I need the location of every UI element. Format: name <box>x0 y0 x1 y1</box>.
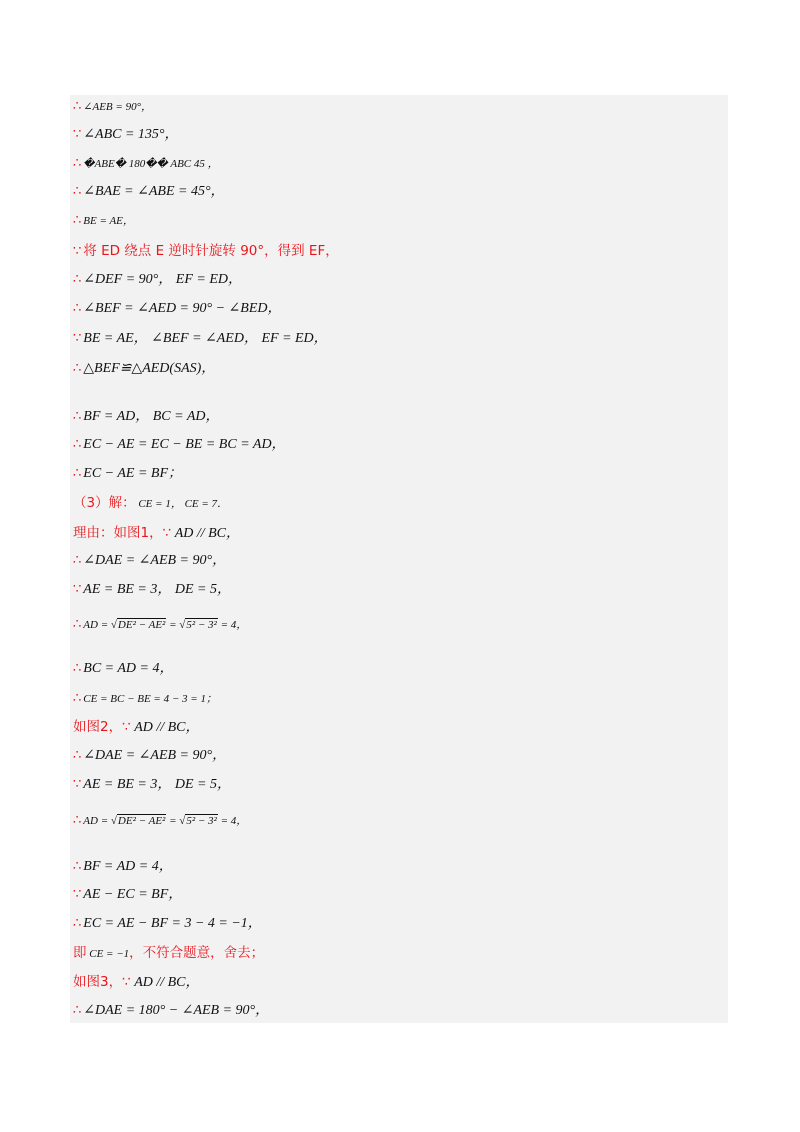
math-expression: AE = BE = 3， DE = 5， <box>83 582 231 597</box>
math-expression: EC = AE − BF = 3 − 4 = −1， <box>83 916 262 931</box>
solution-line <box>73 688 217 710</box>
therefore-because-symbol: ∵ <box>73 582 82 597</box>
step-text: 如图2，∵ <box>73 719 131 735</box>
math-expression: ∠AEB = 90°， <box>83 101 152 113</box>
math-expression: = <box>166 619 180 631</box>
therefore-because-symbol: ∵ <box>73 244 82 259</box>
therefore-because-symbol: ∴ <box>73 617 82 632</box>
math-expression: AE = BE = 3， DE = 5， <box>83 777 231 792</box>
therefore-because-symbol: ∴ <box>73 301 82 316</box>
math-expression: EC − AE = BF； <box>83 466 183 481</box>
math-expression: = <box>166 815 180 827</box>
math-expression: ∠BAE = ∠ABE = 45°， <box>83 184 225 199</box>
math-expression: △BEF≌△AED(SAS)， <box>83 361 216 376</box>
therefore-because-symbol: ∴ <box>73 409 82 424</box>
math-expression: ∠BEF = ∠AED = 90° − ∠BED， <box>83 301 282 316</box>
solution-line <box>73 856 173 878</box>
solution-line <box>73 240 339 262</box>
solution-line <box>73 658 173 680</box>
solution-line <box>73 269 242 291</box>
therefore-because-symbol: ∴ <box>73 184 82 199</box>
therefore-because-symbol: ∵ <box>73 777 82 792</box>
therefore-because-symbol: ∵ <box>73 887 82 902</box>
step-text: 理由：如图1，∵ <box>73 525 172 541</box>
solution-line <box>73 579 231 601</box>
therefore-because-symbol: ∴ <box>73 691 82 706</box>
math-expression: �ABE� 180�� ABC 45 ， <box>83 158 219 170</box>
sqrt-icon: √ <box>179 619 186 631</box>
step-text: （3）解： <box>73 495 136 511</box>
math-expression: BF = AD = 4， <box>83 859 173 874</box>
math-expression: BC = AD = 4， <box>83 661 174 676</box>
math-expression: AD = <box>83 619 111 631</box>
step-text: ，不符合题意，舍去； <box>129 945 265 961</box>
radicand: 5² − 3² <box>186 619 217 631</box>
step-text: 即 <box>73 945 87 961</box>
solution-line <box>73 942 264 964</box>
therefore-because-symbol: ∴ <box>73 213 82 228</box>
therefore-because-symbol: ∴ <box>73 272 82 287</box>
solution-line <box>73 745 226 767</box>
solution-line <box>73 492 228 514</box>
math-expression: BE = AE， ∠BEF = ∠AED， EF = ED， <box>83 331 328 346</box>
math-expression: ∠DAE = ∠AEB = 90°， <box>83 553 227 568</box>
math-expression: AD // BC， <box>130 720 200 735</box>
solution-line <box>73 96 152 118</box>
therefore-because-symbol: ∴ <box>73 466 82 481</box>
solution-line <box>73 884 182 906</box>
math-expression: AE − EC = BF， <box>83 887 183 902</box>
solution-line <box>73 913 262 935</box>
solution-line <box>73 298 282 320</box>
therefore-because-symbol: ∴ <box>73 361 82 376</box>
radicand: DE² − AE² <box>117 815 166 827</box>
therefore-because-symbol: ∴ <box>73 437 82 452</box>
therefore-because-symbol: ∵ <box>73 331 82 346</box>
therefore-because-symbol: ∵ <box>73 127 82 142</box>
math-expression: BF = AD， BC = AD， <box>83 409 220 424</box>
therefore-because-symbol: ∴ <box>73 99 82 114</box>
solution-line <box>73 522 240 544</box>
therefore-because-symbol: ∴ <box>73 748 82 763</box>
sqrt-icon: √ <box>110 619 117 631</box>
sqrt-icon: √ <box>110 815 117 827</box>
solution-line <box>73 181 225 203</box>
math-expression: ∠ABC = 135°， <box>83 127 179 142</box>
solution-line <box>73 153 219 175</box>
solution-line <box>73 716 200 738</box>
math-expression: AD // BC， <box>130 975 200 990</box>
math-expression: AD // BC， <box>171 526 241 541</box>
therefore-because-symbol: ∴ <box>73 156 82 171</box>
therefore-because-symbol: ∴ <box>73 1003 82 1018</box>
solution-line <box>73 124 179 146</box>
therefore-because-symbol: ∴ <box>73 813 82 828</box>
solution-line <box>73 406 220 428</box>
therefore-because-symbol: ∴ <box>73 553 82 568</box>
solution-line <box>73 328 328 350</box>
solution-line <box>73 358 215 380</box>
radicand: 5² − 3² <box>186 815 217 827</box>
therefore-because-symbol: ∴ <box>73 916 82 931</box>
step-text: 将 ED 绕点 E 逆时针旋转 90°，得到 EF， <box>83 243 339 259</box>
solution-line <box>73 614 247 636</box>
therefore-because-symbol: ∴ <box>73 661 82 676</box>
math-expression: CE = BC − BE = 4 − 3 = 1； <box>83 693 217 705</box>
solution-line <box>73 463 182 485</box>
math-expression: = 4， <box>217 619 248 631</box>
solution-line <box>73 971 200 993</box>
math-expression: = 4， <box>217 815 248 827</box>
therefore-because-symbol: ∴ <box>73 859 82 874</box>
solution-line <box>73 210 134 232</box>
sqrt-icon: √ <box>179 815 186 827</box>
math-expression: BE = AE， <box>83 215 134 227</box>
step-text: 如图3，∵ <box>73 974 131 990</box>
solution-line <box>73 774 231 796</box>
radicand: DE² − AE² <box>117 619 166 631</box>
math-expression: EC − AE = EC − BE = BC = AD， <box>83 437 286 452</box>
solution-line <box>73 434 286 456</box>
math-expression: CE = 1， CE = 7． <box>135 498 229 510</box>
solution-line <box>73 550 226 572</box>
solution-line <box>73 810 247 832</box>
math-expression: ∠DEF = 90°， EF = ED， <box>83 272 242 287</box>
math-expression: AD = <box>83 815 111 827</box>
math-expression: ∠DAE = ∠AEB = 90°， <box>83 748 227 763</box>
math-expression: CE = −1 <box>86 948 130 960</box>
math-expression: ∠DAE = 180° − ∠AEB = 90°， <box>83 1003 270 1018</box>
solution-line <box>73 1000 269 1022</box>
